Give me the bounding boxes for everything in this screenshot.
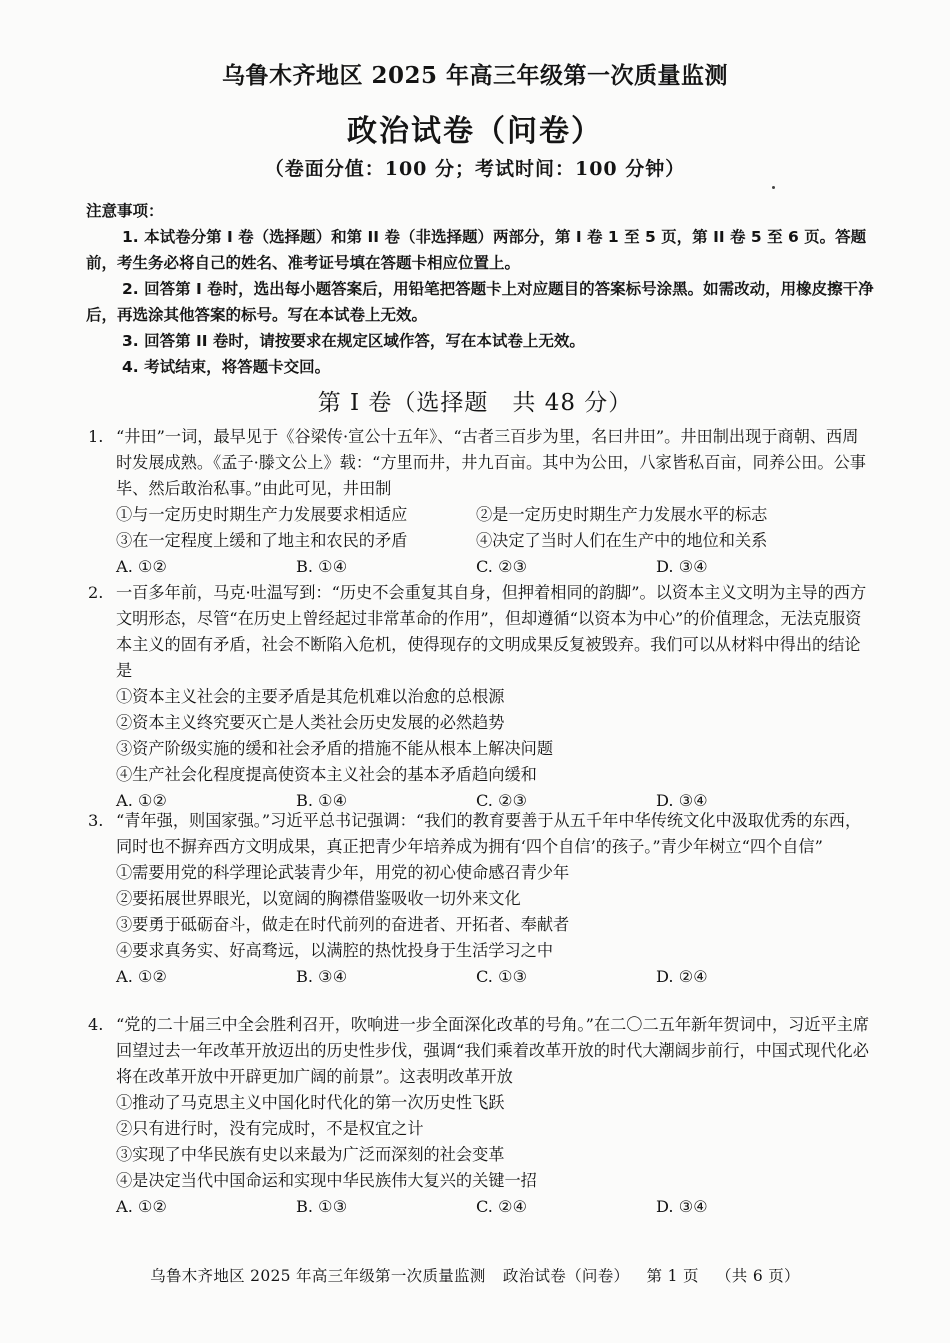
notice-item: 3. 回答第 II 卷时，请按要求在规定区域作答，写在本试卷上无效。: [122, 332, 585, 350]
question-text: “井田”一词，最早见于《谷梁传·宣公十五年》、“古者三百步为里，名曰井田”。井田制出现于商朝、西周时发展成熟。《孟子·滕文公上》载：“方里而井，井九百亩。其中为公田，八家皆私百亩，同养公田。公事毕、然后敢治私事。”由此可见，井田制: [116, 427, 866, 498]
page-footer: [0, 1264, 950, 1286]
option-2: ②资本主义终究要灭亡是人类社会历史发展的必然趋势: [116, 713, 505, 732]
footer-page: 第 1 页: [646, 1267, 699, 1285]
exam-title: 乌鲁木齐地区 2025 年高三年级第一次质量监测: [221, 62, 729, 89]
question-number: 4.: [88, 1015, 104, 1034]
notice-item: 2. 回答第 I 卷时，选出每小题答案后，用铅笔把答题卡上对应题目的答案标号涂黑。如需改动，用橡皮擦干净后，再选涂其他答案的标号。写在本试卷上无效。: [86, 280, 874, 324]
option-4: ④决定了当时人们在生产中的地位和关系: [476, 531, 768, 550]
score-info: （卷面分值：100 分；考试时间：100 分钟）: [264, 158, 686, 180]
question-1: [88, 424, 873, 580]
question-text: “青年强，则国家强。”习近平总书记强调：“我们的教育要善于从五千年中华传统文化中汲取优秀的东西，同时也不摒弃西方文明成果，真正把青少年培养成为拥有‘四个自信’的孩子。”青少年树立“四个自信”: [116, 811, 862, 856]
option-3: ③要勇于砥砺奋斗，做走在时代前列的奋进者、开拓者、奉献者: [116, 915, 570, 934]
answer-a: A. ①②: [116, 557, 168, 576]
question-stem: [88, 1012, 873, 1090]
question-text: 一百多年前，马克·吐温写到：“历史不会重复其自身，但押着相同的韵脚”。以资本主义文明为主导的西方文明形态，尽管“在历史上曾经起过非常革命的作用”，但却遵循“以资本为中心”的价值理念，无法克服资本主义的固有矛盾，社会不断陷入危机，使得现存的文明成果反复被毁弃。我们可以从材料中得出的结论是: [116, 583, 867, 680]
answer-d: D. ③④: [656, 791, 708, 810]
option-1: ①与一定历史时期生产力发展要求相适应: [116, 505, 408, 524]
option-3: ③实现了中华民族有史以来最为广泛而深刻的社会变革: [116, 1145, 505, 1164]
question-number: 1.: [88, 427, 104, 446]
answer-b: B. ③④: [296, 967, 348, 986]
question-2: [88, 580, 873, 814]
question-number: 3.: [88, 811, 104, 830]
question-3: [88, 808, 873, 990]
option-4: ④生产社会化程度提高使资本主义社会的基本矛盾趋向缓和: [116, 765, 537, 784]
option-2: ②要拓展世界眼光，以宽阔的胸襟借鉴吸收一切外来文化: [116, 889, 521, 908]
answer-c: C. ②④: [476, 1197, 528, 1216]
notice-item: 1. 本试卷分第 I 卷（选择题）和第 II 卷（非选择题）两部分，第 I 卷 1 至 5 页，第 II 卷 5 至 6 页。答题前，考生务必将自己的姓名、准考证号填在答题卡相应位置上。: [86, 228, 867, 272]
answer-c: C. ②③: [476, 791, 528, 810]
option-1: ①需要用党的科学理论武装青少年，用党的初心使命感召青少年: [116, 863, 570, 882]
answer-c: C. ①③: [476, 967, 528, 986]
answer-d: D. ③④: [656, 557, 708, 576]
notice-heading: 注意事项：: [86, 202, 164, 220]
option-2: ②只有进行时，没有完成时，不是权宜之计: [116, 1119, 424, 1138]
answer-a: A. ①②: [116, 1197, 168, 1216]
answer-choices: [88, 554, 873, 580]
option-row: [88, 502, 873, 528]
question-text: “党的二十届三中全会胜利召开，吹响进一步全面深化改革的号角。”在二〇二五年新年贺词中，习近平主席回望过去一年改革开放迈出的历史性步伐，强调“我们乘着改革开放的时代大潮阔步前行，中国式现代化必将在改革开放中开辟更加广阔的前景”。这表明改革开放: [116, 1015, 870, 1086]
footer-total: （共 6 页）: [716, 1267, 800, 1285]
option-4: ④是决定当代中国命运和实现中华民族伟大复兴的关键一招: [116, 1171, 537, 1190]
answer-a: A. ①②: [116, 791, 168, 810]
answer-c: C. ②③: [476, 557, 528, 576]
notice-block: [86, 198, 876, 380]
option-3: ③在一定程度上缓和了地主和农民的矛盾: [116, 531, 408, 550]
option-1: ①资本主义社会的主要矛盾是其危机难以治愈的总根源: [116, 687, 505, 706]
footer-exam: 乌鲁木齐地区 2025 年高三年级第一次质量监测: [150, 1267, 486, 1285]
paper-title: 政治试卷（问卷）: [347, 114, 603, 149]
option-3: ③资产阶级实施的缓和社会矛盾的措施不能从根本上解决问题: [116, 739, 554, 758]
question-stem: [88, 808, 873, 860]
answer-d: D. ③④: [656, 1197, 708, 1216]
answer-choices: [88, 964, 873, 990]
answer-a: A. ①②: [116, 967, 168, 986]
scan-speck: [772, 186, 775, 189]
notice-item: 4. 考试结束，将答题卡交回。: [122, 358, 331, 376]
answer-d: D. ②④: [656, 967, 708, 986]
answer-choices: [88, 1194, 873, 1220]
option-row: [88, 528, 873, 554]
question-stem: [88, 424, 873, 502]
option-4: ④要求真务实、好高骛远，以满腔的热忱投身于生活学习之中: [116, 941, 554, 960]
section-title: 第 I 卷（选择题 共 48 分）: [317, 390, 633, 416]
option-2: ②是一定历史时期生产力发展水平的标志: [476, 505, 768, 524]
answer-b: B. ①③: [296, 1197, 348, 1216]
question-4: [88, 1012, 873, 1220]
option-1: ①推动了马克思主义中国化时代化的第一次历史性飞跃: [116, 1093, 505, 1112]
question-stem: [88, 580, 873, 684]
question-number: 2.: [88, 583, 104, 602]
footer-subject: 政治试卷（问卷）: [502, 1267, 630, 1285]
answer-b: B. ①④: [296, 557, 348, 576]
answer-b: B. ①④: [296, 791, 348, 810]
